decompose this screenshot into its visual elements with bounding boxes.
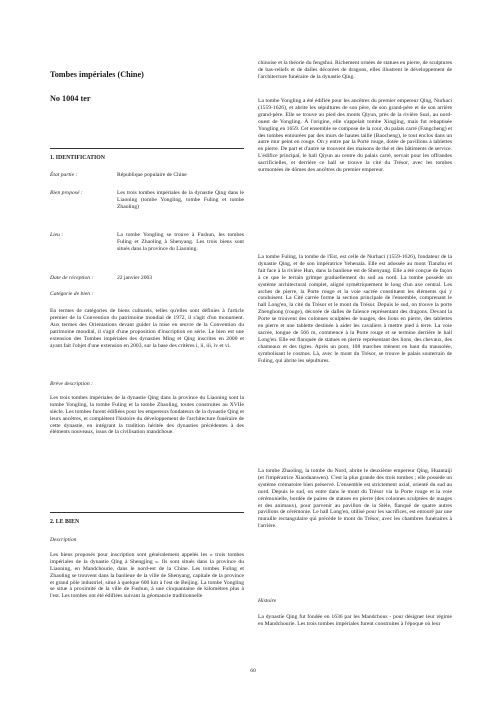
right-paragraph-1 bbox=[258, 60, 452, 81]
category-text: En termes de catégories de biens culturels, telles qu'elles sont définies à l'article premier de la Convention du patrimoine mondial de 1972, il s'agit d'un monument. Aux termes des Orientations devant guider la mise en œuvre de la Convention du patrimoine mondial, il s'agit d'une proposition d'inscription en série. Le bien est une extension des Tombes impériales des dynasties Ming et Qing inscrites en 2000 et ayant fait l'objet d'une extension en 2003, sur la base des critères i, ii, iii, iv et vi. bbox=[50, 308, 244, 349]
brief-description bbox=[50, 381, 244, 436]
field-value: Les trois tombes impériales de la dynastie Qing dans le Liaoning (tombe Yongling, tombe Fuling et tombe Zhaoling) bbox=[117, 190, 244, 210]
field-value: 22 janvier 2003 bbox=[117, 275, 153, 281]
description-heading: Description bbox=[50, 537, 77, 543]
right-paragraph-yongling bbox=[258, 98, 452, 174]
category-paragraph bbox=[50, 308, 244, 349]
paragraph-text: chinoise et la théorie du fengshui. Richement ornées de statues en pierre, de sculptures de bas-reliefs et de dalles décorées de dragons, elles illustrent le développement de l'architecture funéraire de la dynastie Qing. bbox=[258, 60, 452, 80]
field-label: Catégorie de bien : bbox=[50, 291, 94, 297]
history-heading: Histoire bbox=[258, 598, 277, 604]
field-value: La tombe Yongling se trouve à Fushun, les tombes Fuling et Zhaoling à Shenyang. Les trois biens sont situés dans la province du Liaoning. bbox=[117, 232, 244, 252]
title-block bbox=[50, 70, 244, 104]
section-heading-bien: 2. LE BIEN bbox=[50, 512, 244, 525]
description-text: Les biens proposés pour inscription sont généralement appelés les « trois tombes impériales de la dynastie Qing à Shengjing ». Ils sont situés dans la province du Liaoning, en Mandchourie, dans le nord-est de la Chine. Les tombes Fuling et Zhaoling se trouvent dans la banlieue de la ville de Shenyang, capitale de la province et grand pôle industriel, situé à quelque 600 km à l'est de Beijing. La tombe Yongling se situe à proximité de la ville de Fushun, à une cinquantaine de kilomètres plus à l'est. Les tombes ont été édifiées suivant la géomancie traditionnelle bbox=[50, 551, 244, 600]
field-label: Lieu : bbox=[50, 232, 64, 238]
brief-description-heading: Brève description : bbox=[50, 381, 93, 387]
paragraph-text: La tombe Fuling, la tombe de l'Est, est celle de Nurhaci (1559-1626), fondateur de la dynastie Qing, et de son impératrice Yehenala. Elle est adossée au mont Tianzhu et fait face à la rivière Hun, dans la banlieue est de Shenyang. Elle a été conçue de façon à ce que le terrain grimpe graduellement du sud au nord. La tombe possède un système architectural complet, aligné symétriquement le long d'un axe central. Les arches de pierre, la Porte rouge et la voie sacrée constituent les éléments qui y conduisent. La Cité carrée forme la section principale de l'ensemble, comprenant le hall Long'en, la cité du Trésor et le mont du Trésor. Depuis le sud, on trouve la porte Zhenghong (rouge), décorée de dalles de faïence représentant des dragons. Devant la Porte se trouvent des colonnes sculptées de nuages, des lions en pierre, des tablettes en pierre et une tablette destinée à aider les cavaliers à mettre pied à terre. La voie sacrée, longue de 566 m, commence à la Porte rouge et se termine derrière le hall Long'en. Elle est flanquée de statues en pierre représentant des lions, des chevaux, des chameaux et des tigres. Après un pont, 108 marches mènent en haut du mausolée, symbolisant le cosmos. Là, avec le mont du Trésor, se trouve le palais souterrain de Fuling, qui abrite les sépultures. bbox=[258, 254, 452, 364]
field-label: Bien proposé : bbox=[50, 190, 83, 196]
page-title: Tombes impériales (Chine) bbox=[50, 70, 144, 79]
right-paragraph-fuling bbox=[258, 254, 452, 365]
field-label: État partie : bbox=[50, 172, 78, 178]
description-block bbox=[50, 537, 244, 600]
paragraph-text: La tombe Zhaoling, la tombe du Nord, abrite le deuxième empereur Qing, Huantaiji (et l'impératrice Xiaoduanwen). C'est la plus grande des trois tombes ; elle possède un système crématoire bien préservé. L'ensemble est strictement axial, orienté du sud au nord. Depuis le sud, on entre dans le mont du Trésor via la Porte rouge et la voie cérémonielle, bordée de paires de statues en pierre (des colonnes sculptées de nuages et des animaux), pour parvenir au pavillon de la Stèle, flanqué de quatre autres pavillons de cérémonie. Le hall Long'en, utilisé pour les sacrifices, est entouré par une muraille rectangulaire qui précède le mont du Trésor, avec les chambres funéraires à l'arrière. bbox=[258, 468, 452, 530]
document-number: No 1004 ter bbox=[50, 94, 91, 103]
page-number: 60 bbox=[250, 668, 256, 674]
history-block bbox=[258, 598, 452, 628]
paragraph-text: La tombe Yongling a été édifiée pour les ancêtres du premier empereur Qing, Nurhaci (1559-1626), et abrite les sépultures de son père, de son grand-père et de son arrière grand-père. Elle se trouve au pied des monts Qiyun, près de la rivière Suzi, au nord-ouest de Yongling. À l'origine, elle s'appelait tombe Xingjing, mais fut rebaptisée Yongling en 1659. Cet ensemble se compose de la cour, du palais carré (Fangcheng) et des tombes entourées par des murs de hautes taille (Baocheng), le tout enclos dans un autre mur peint en rouge. On y entre par la Porte rouge, dotée de pavillons à tablettes en pierre. De part et d'autre se trouvent des maisons de thé et des bâtiments de service. L'édifice principal, le hall Qiyun au centre du palais carré, servait pour les offrandes sacrificielles, et derrière ce hall se trouve la cité du Trésor, avec les tombes surmontées de dômes des ancêtres du premier empereur. bbox=[258, 98, 453, 174]
section-heading-identification: 1. IDENTIFICATION bbox=[50, 148, 244, 161]
history-text: La dynastie Qing fut fondée en 1636 par les Mandchous - pour désigner leur régime en Mandchourie. Les trois tombes impériales furent construites à l'époque où leur bbox=[258, 613, 452, 627]
field-value: République populaire de Chine bbox=[117, 172, 187, 178]
field-label: Date de réception : bbox=[50, 275, 94, 281]
right-paragraph-zhaoling bbox=[258, 468, 452, 530]
brief-description-text: Les trois tombes impériales de la dynastie Qing dans la province du Liaoning sont la tombe Yongling, la tombe Fuling et la tombe Zhaoling, toutes construites au XVIIe siècle. Les tombes furent édifiées pour les empereurs fondateurs de la dynastie Qing et leurs ancêtres, et complètent l'histoire du développement de l'architecture funéraire de cette dynastie, en intégrant la tradition héritée des dynasties précédentes à des éléments nouveaux, issus de la civilisation mandchoue. bbox=[50, 394, 244, 436]
